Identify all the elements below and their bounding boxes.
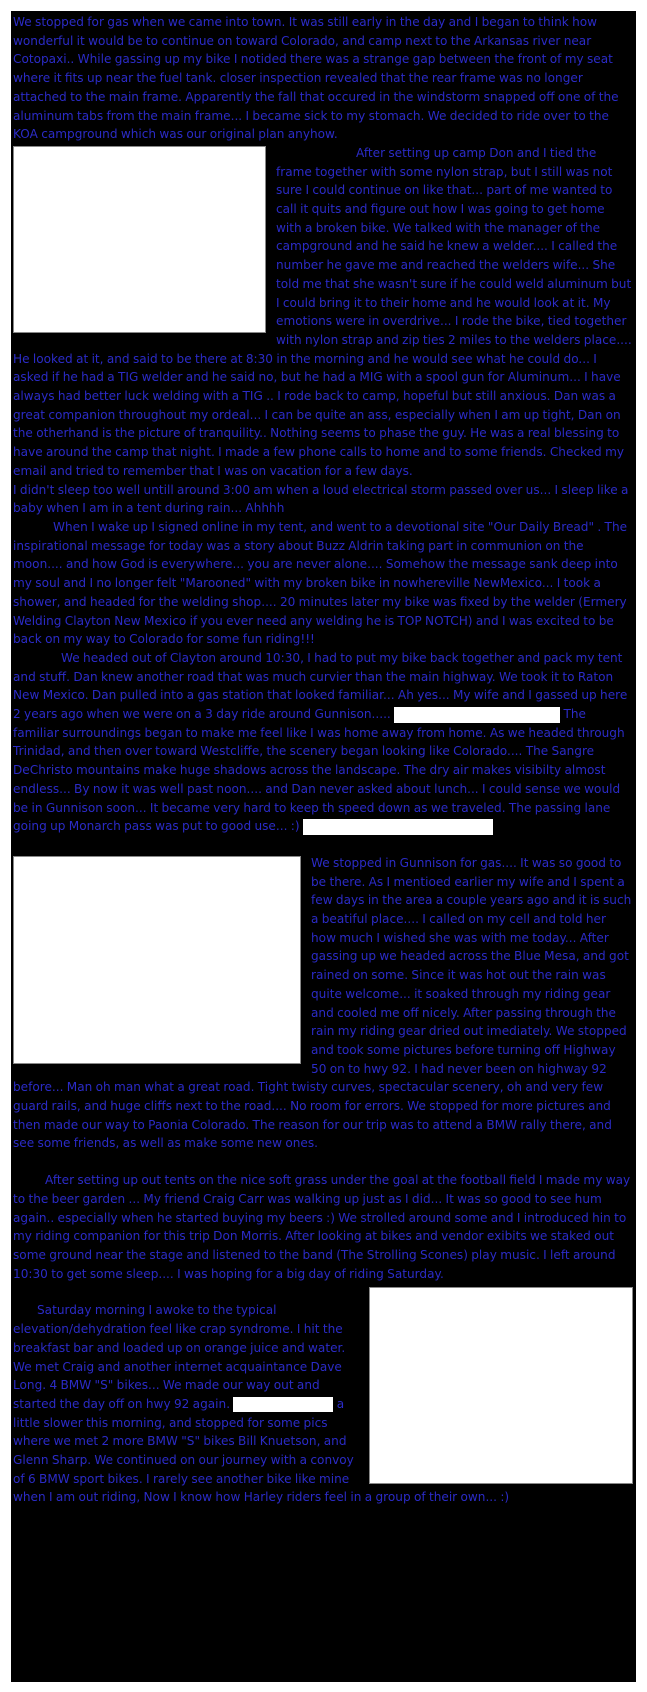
story-text-convoy: a little slower this morning, and stopped for some pics where we met 2 more BMW "S" bikes Bill Knuetson, and Glenn Sharp. We continued on our journey with a convoy of 6 BMW sport bikes. I rarely see another bike like mine when I am out riding, Now I know how Harley riders feel in a group of their own... :) bbox=[13, 1396, 510, 1505]
story-text-raton: We headed out of Clayton around 10:30, I had to put my bike back together and pack my tent and stuff. Dan knew another road that was much curvier than the main highway. We took it to Raton New Mexico. Dan pulled into a gas station that looked familiar... Ah yes... My wife and I gassed up here 2 years ago when we were on a 3 day ride around Gunnison..... bbox=[13, 650, 628, 722]
photo-placeholder-rally bbox=[369, 1287, 633, 1484]
story-paragraph-arrival: We stopped for gas when we came into town. It was still early in the day and I began to think how wonderful it would be to continue on toward Colorado, and camp next to the Arkansas river near Cotopaxi.. While gassing up my bike I notided there was a strange gap between the front of my seat where it fits up near the fuel tank. closer inspection revealed that the rear frame was no longer attached to the main frame. Apparently the fall that occured in the windstorm snapped off one of the aluminum tabs from the main frame... I became sick to my stomach. We decided to ride over to the KOA campground which was our original plan anyhow. bbox=[13, 15, 619, 142]
photo-placeholder-campground bbox=[13, 146, 266, 333]
story-paragraph-rally: After setting up out tents on the nice soft grass under the goal at the football field I made my way to the beer garden ... My friend Craig Carr was walking up just as I did... It was so good to see hum again.. especially when he started buying my beers :) We strolled around some and I introduced hin to my riding companion for this trip Don Morris. After looking at bikes and vendor exibits we staked out some ground near the stage and listened to the band (The Strolling Scones) play music. I left around 10:30 to get some sleep.... I was hoping for a big day of riding Saturday. bbox=[13, 1173, 631, 1281]
story-paragraph-raton bbox=[13, 649, 633, 836]
inline-photo-placeholder bbox=[394, 707, 560, 723]
inline-photo-placeholder bbox=[233, 1397, 333, 1412]
trip-story bbox=[13, 13, 633, 1507]
story-paragraph-devotional: When I wake up I signed online in my tent, and went to a devotional site "Our Daily Bread" . The inspirational message for today was a story about Buzz Aldrin taking part in communion on the moon.... and how God is everywhere... you are never alone.... Somehow the message sank deep into my soul and I no longer felt "Marooned" with my broken bike in nowhereville NewMexico... I took a shower, and headed for the welding shop.... 20 minutes later my bike was fixed by the welder (Ermery Welding Clayton New Mexico if you ever need any welding he is TOP NOTCH) and I was excited to be back on my way to Colorado for some fun riding!!! bbox=[13, 519, 628, 647]
blank-line bbox=[13, 836, 633, 854]
blank-line bbox=[13, 1153, 633, 1171]
story-text-saturday: Saturday morning I awoke to the typical elevation/dehydration feel like crap syndrome. I hit the breakfast bar and loaded up on orange juice and water. We met Craig and another internet acquaintance Dave Long. 4 BMW "S" bikes... We made our way out and started the day off on hwy 92 again. bbox=[13, 1303, 346, 1411]
inline-photo-placeholder bbox=[303, 819, 493, 835]
story-paragraph-gunnison: We stopped in Gunnison for gas.... It was so good to be there. As I mentioed earlier my wife and I spent a few days in the area a couple years ago and it is such a beatiful place.... I called on my cell and told her how much I wished she was with me today... After gassing up we headed across the Blue Mesa, and got rained on some. Since it was hot out the rain was quite welcome... it soaked through my riding gear and cooled me off nicely. After passing through the rain my riding gear dried out imediately. We stopped and took some pictures before turning off Highway 50 on to hwy 92. I had never been on highway 92 before... Man oh man what a great road. Tight twisty curves, spectacular scenery, oh and very few guard rails, and huge cliffs next to the road.... No room for errors. We stopped for more pictures and then made our way to Paonia Colorado. The reason for our trip was to attend a BMW rally there, and see some friends, as well as make some new ones. bbox=[13, 855, 632, 1151]
story-panel bbox=[11, 11, 636, 1682]
photo-placeholder-hwy92 bbox=[13, 856, 301, 1064]
story-paragraph-storm: I didn't sleep too well untill around 3:00 am when a loud electrical storm passed over us... I sleep like a baby when I am in a tent during rain... Ahhhh bbox=[13, 482, 629, 516]
story-text-colorado: The familiar surroundings began to make me feel like I was home away from home. As we headed through Trinidad, and then over toward Westcliffe, the scenery began looking like Colorado.... The Sangre DeChristo mountains make huge shadows across the landscape. The dry air makes visibilty almost endless... By now it was well past noon.... and Dan never asked about lunch... I could sense we would be in Gunnison soon... It became very hard to keep th speed down as we traveled. The passing lane going up Monarch pass was put to good use... :) bbox=[13, 707, 625, 834]
story-paragraph-welder: After setting up camp Don and I tied the frame together with some nylon strap, but I still was not sure I could continue on like that... part of me wanted to call it quits and figure out how I was going to get home with a broken bike. We talked with the manager of the campground and he said he knew a welder.... I called the number he gave me and reached the welders wife... She told me that she wasn't sure if he could weld aluminum but I could bring it to their home and he would look at it. My emotions were in overdrive... I rode the bike, tied together with nylon strap and zip ties 2 miles to the welders place.... He looked at it, and said to be there at 8:30 in the morning and he would see what he could do... I asked if he had a TIG welder and he said no, but he had a MIG with a spool gun for Aluminum... I have always had better luck welding with a TIG .. I rode back to camp, hopeful but still anxious. Dan was a great companion throughout my ordeal... I can be quite an ass, especially when I am up tight, Dan on the otherhand is the picture of tranquility.. Nothing seems to phase the guy. He was a real blessing to have around the camp that night. I made a few phone calls to home and to some friends. Checked my email and tried to remember that I was on vacation for a few days. bbox=[13, 145, 632, 478]
